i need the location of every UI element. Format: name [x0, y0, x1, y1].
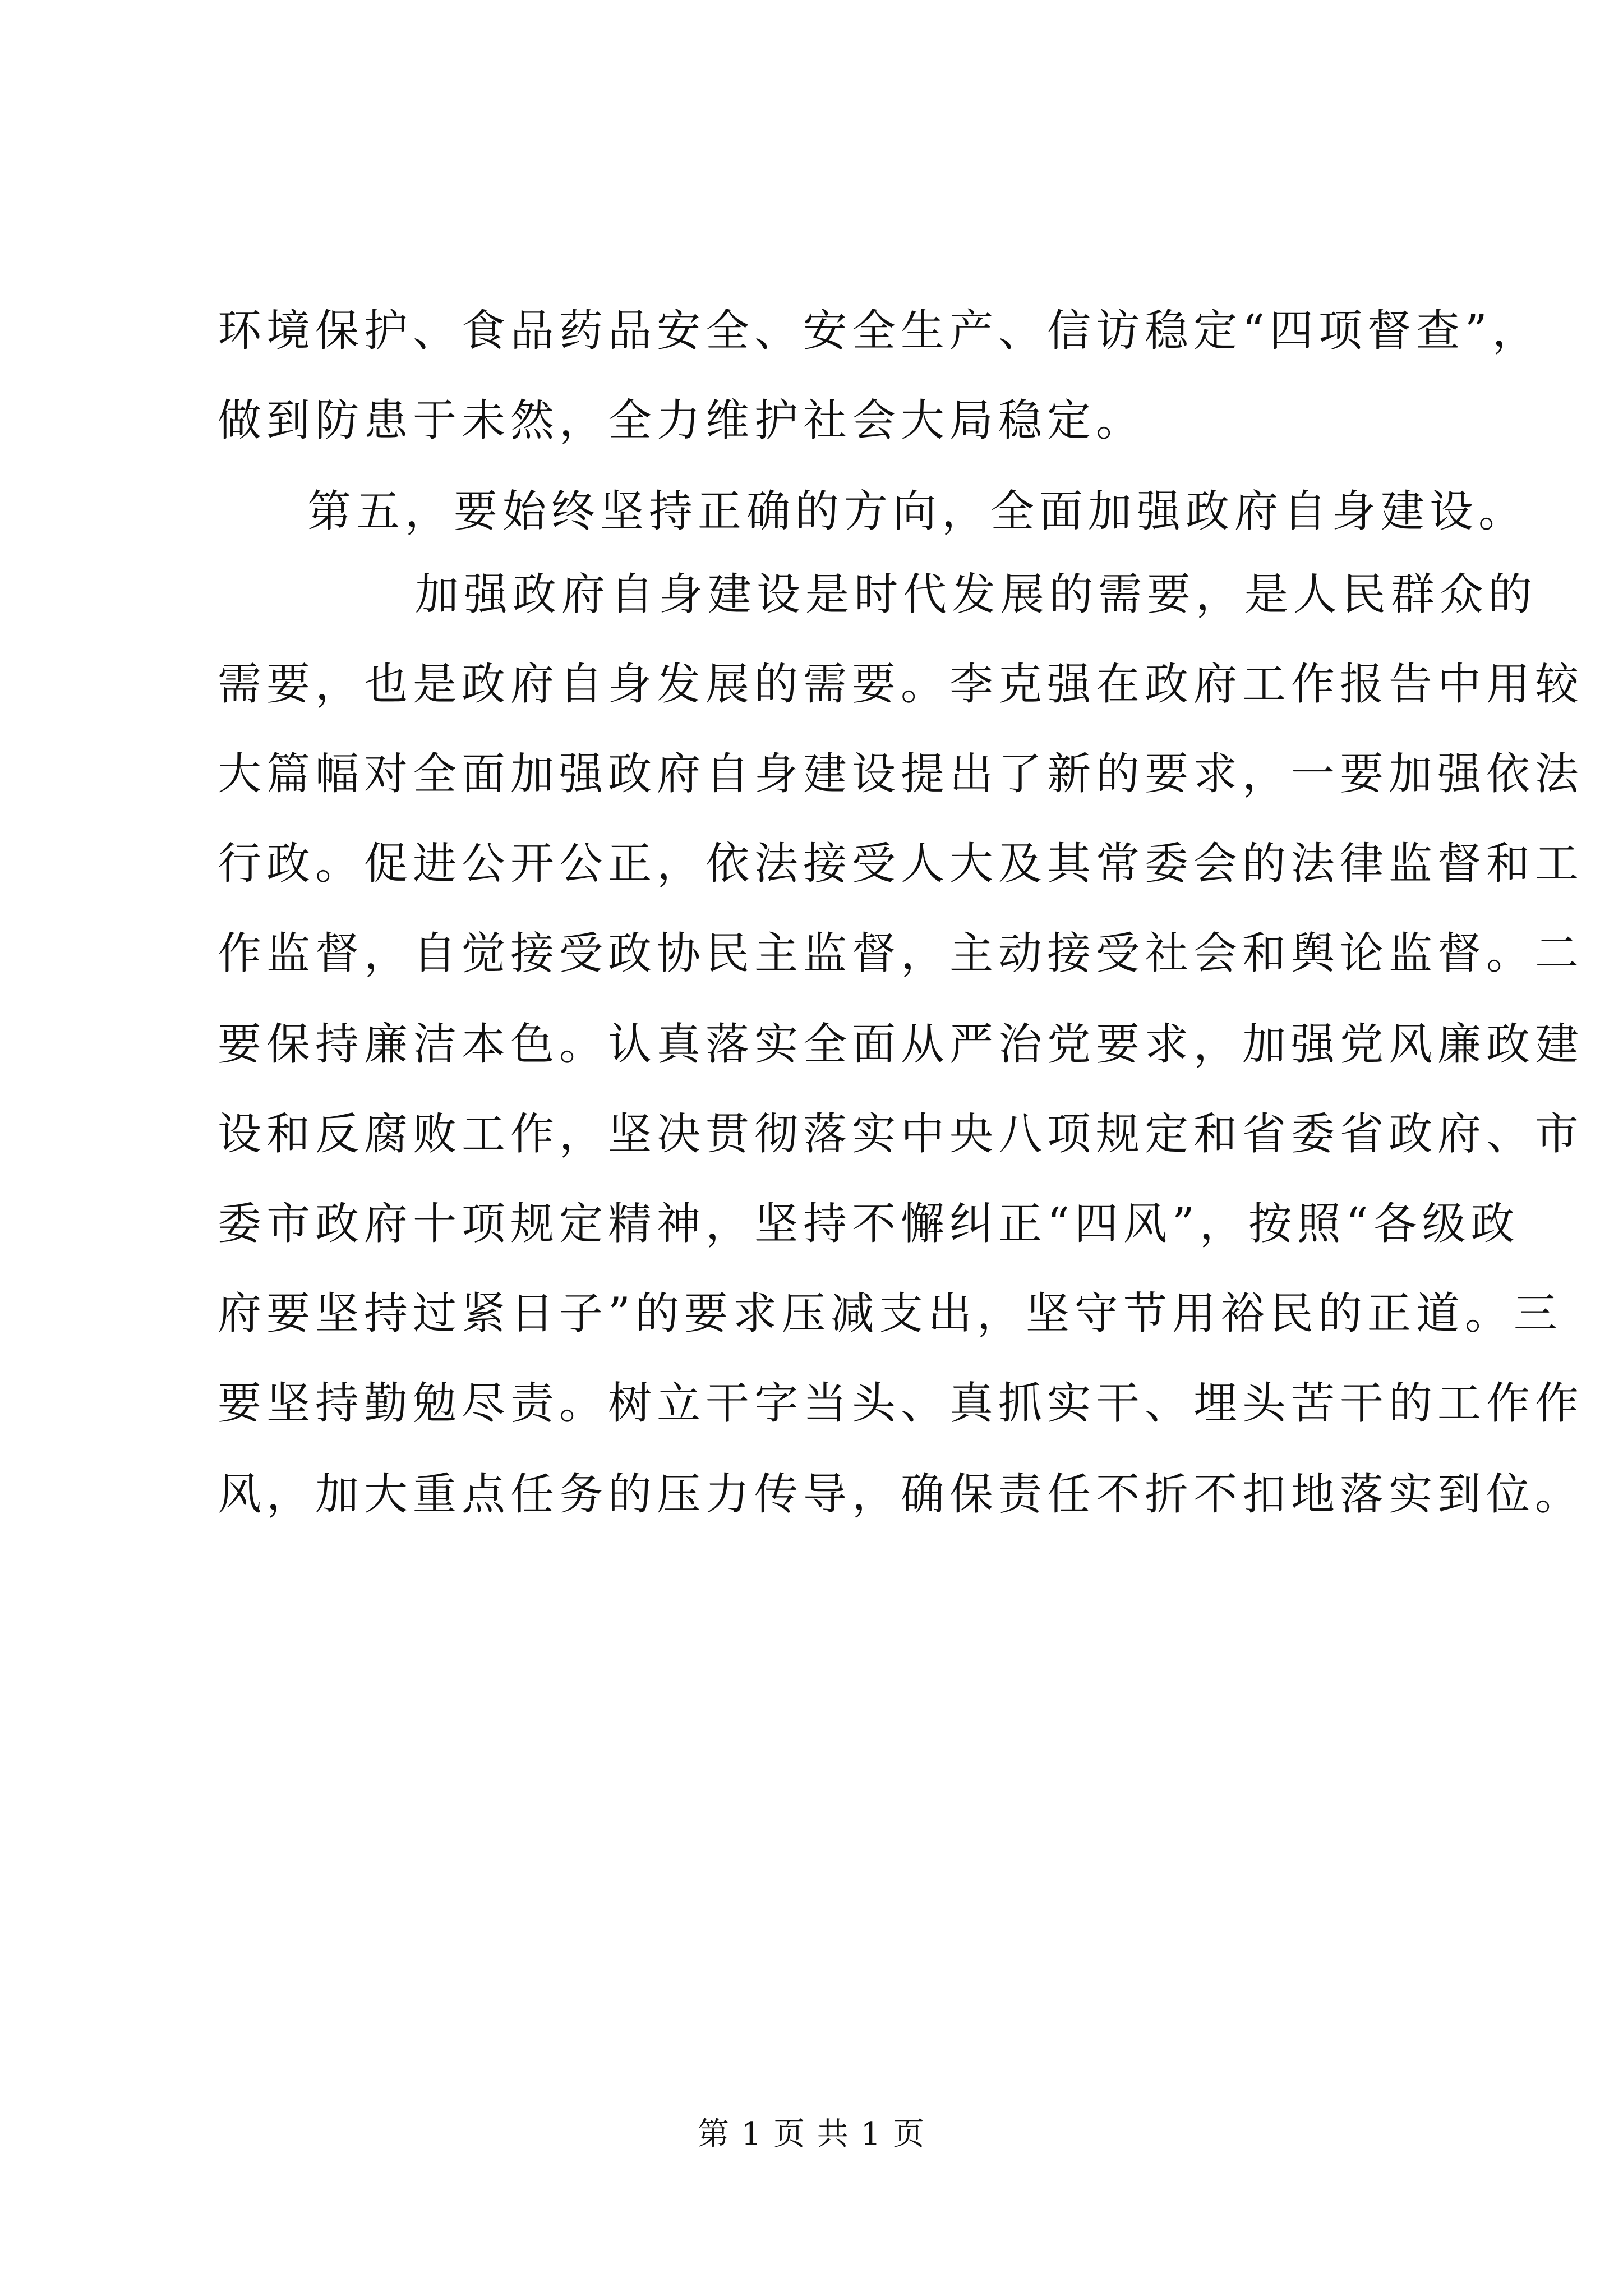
- body-line-7: 行政。促进公开公正，依法接受人大及其常委会的法律监督和工: [218, 839, 1584, 889]
- body-line-6: 大篇幅对全面加强政府自身建设提出了新的要求，一要加强依法: [218, 749, 1584, 799]
- body-line-1: 环境保护、食品药品安全、安全生产、信访稳定“四项督查”，: [218, 306, 1541, 356]
- page-footer: 第 1 页 共 1 页: [697, 2116, 926, 2152]
- body-line-2: 做到防患于未然，全力维护社会大局稳定。: [218, 395, 1145, 446]
- section-heading: 第五，要始终坚持正确的方向，全面加强政府自身建设。: [307, 486, 1528, 537]
- body-line-11: 委市政府十项规定精神，坚持不懈纠正“四风”，按照“各级政: [218, 1199, 1520, 1249]
- body-line-13: 要坚持勤勉尽责。树立干字当头、真抓实干、埋头苦干的工作作: [218, 1378, 1584, 1429]
- body-line-12: 府要坚持过紧日子”的要求压减支出，坚守节用裕民的正道。三: [218, 1289, 1562, 1339]
- body-line-10: 设和反腐败工作，坚决贯彻落实中央八项规定和省委省政府、市: [218, 1109, 1584, 1159]
- body-line-5: 需要，也是政府自身发展的需要。李克强在政府工作报告中用较: [218, 659, 1584, 710]
- body-line-9: 要保持廉洁本色。认真落实全面从严治党要求，加强党风廉政建: [218, 1019, 1584, 1070]
- body-line-4: 加强政府自身建设是时代发展的需要，是人民群众的: [415, 569, 1538, 620]
- body-line-8: 作监督，自觉接受政协民主监督，主动接受社会和舆论监督。二: [218, 928, 1584, 979]
- body-line-14: 风，加大重点任务的压力传导，确保责任不折不扣地落实到位。: [218, 1469, 1584, 1520]
